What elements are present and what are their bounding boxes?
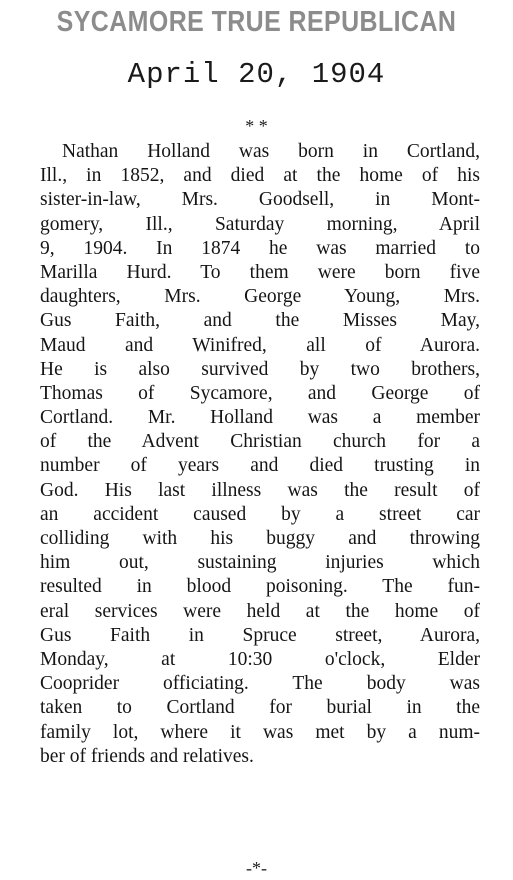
article-line: God. His last illness was the result of bbox=[40, 479, 480, 501]
publication-date: April 20, 1904 bbox=[127, 58, 386, 91]
article-line: Ill., in 1852, and died at the home of his bbox=[40, 165, 480, 187]
newspaper-masthead: SYCAMORE TRUE REPUBLICAN bbox=[56, 6, 457, 38]
article-line: Thomas of Sycamore, and George of bbox=[40, 382, 480, 404]
article-line: He is also survived by two brothers, bbox=[40, 358, 480, 380]
article-line: family lot, where it was met by a num- bbox=[40, 721, 480, 743]
article-line: an accident caused by a street car bbox=[40, 503, 480, 525]
article-line: Cooprider officiating. The body was bbox=[40, 673, 480, 695]
obituary-article bbox=[40, 140, 480, 769]
article-line: of the Advent Christian church for a bbox=[40, 431, 480, 453]
article-line: eral services were held at the home of bbox=[40, 600, 480, 622]
article-line: Marilla Hurd. To them were born five bbox=[40, 261, 480, 283]
article-line: sister-in-law, Mrs. Goodsell, in Mont- bbox=[40, 189, 480, 211]
article-line: resulted in blood poisoning. The fun- bbox=[40, 576, 480, 598]
separator-bottom: -*- bbox=[246, 858, 267, 878]
separator-top: * * bbox=[245, 116, 268, 136]
article-line: Gus Faith, and the Misses May, bbox=[40, 310, 480, 332]
article-line: daughters, Mrs. George Young, Mrs. bbox=[40, 286, 480, 308]
article-line: Gus Faith in Spruce street, Aurora, bbox=[40, 624, 480, 646]
article-line: Monday, at 10:30 o'clock, Elder bbox=[40, 648, 480, 670]
article-line: number of years and died trusting in bbox=[40, 455, 480, 477]
article-line: gomery, Ill., Saturday morning, April bbox=[40, 213, 480, 235]
article-line: 9, 1904. In 1874 he was married to bbox=[40, 237, 480, 259]
article-line: taken to Cortland for burial in the bbox=[40, 697, 480, 719]
article-line: Nathan Holland was born in Cortland, bbox=[62, 141, 480, 162]
article-line: Maud and Winifred, all of Aurora. bbox=[40, 334, 480, 356]
article-line: Cortland. Mr. Holland was a member bbox=[40, 407, 480, 429]
article-line: ber of friends and relatives. bbox=[40, 745, 254, 767]
article-line: him out, sustaining injuries which bbox=[40, 552, 480, 574]
article-line: colliding with his buggy and throwing bbox=[40, 528, 480, 549]
